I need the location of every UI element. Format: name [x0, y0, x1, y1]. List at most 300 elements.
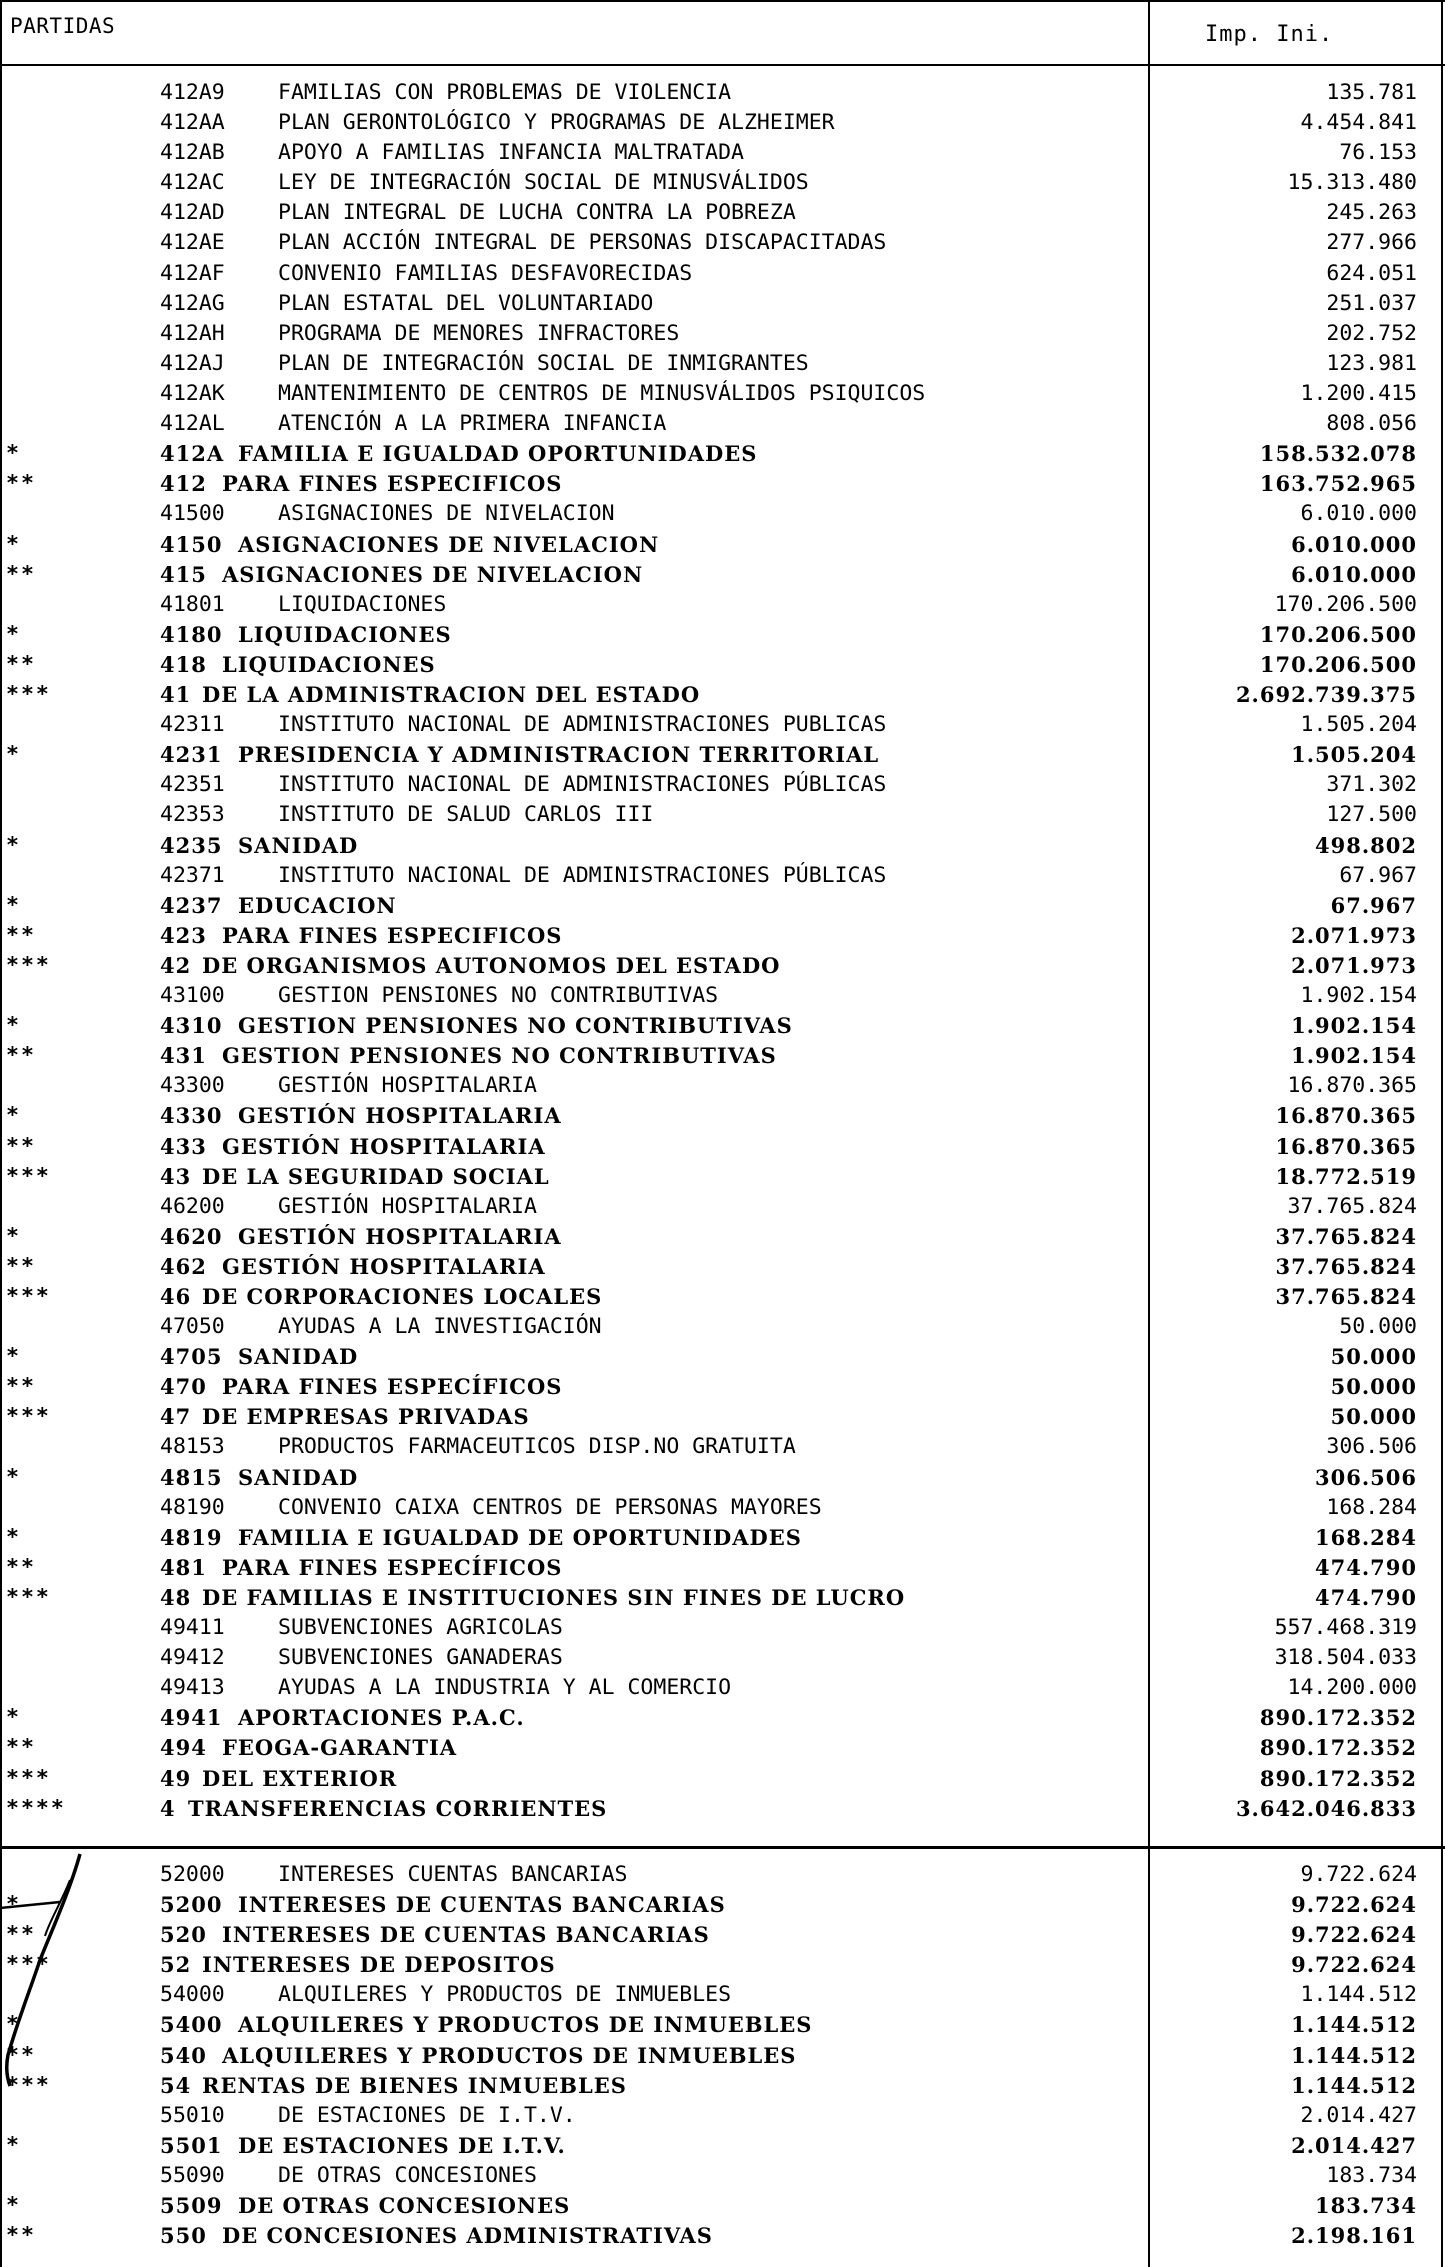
partida-code: 550: [160, 2223, 207, 2248]
partida-description: LIQUIDACIONES: [278, 592, 447, 617]
partida-code: 412: [160, 471, 207, 496]
table-row: [0, 1643, 1445, 1673]
partida-code: 5501: [160, 2133, 223, 2158]
amount: 1.902.154: [1300, 983, 1417, 1008]
partida-description: DE ORGANISMOS AUTONOMOS DEL ESTADO: [202, 953, 781, 978]
partida-code: 5400: [160, 2012, 223, 2037]
table-row: [0, 1372, 1445, 1402]
partida-description: DE ESTACIONES DE I.T.V.: [278, 2103, 576, 2128]
amount: 170.206.500: [1259, 652, 1417, 677]
partida-code: 423: [160, 923, 207, 948]
amount: 498.802: [1315, 833, 1417, 858]
level-marker: *: [6, 2193, 21, 2218]
partida-description: MANTENIMIENTO DE CENTROS DE MINUSVÁLIDOS PSIQUICOS: [278, 381, 926, 406]
amount: 135.781: [1326, 80, 1417, 105]
partida-description: EDUCACION: [238, 893, 397, 918]
table-row: [0, 1222, 1445, 1252]
table-row: [0, 349, 1445, 379]
table-row: [0, 1162, 1445, 1192]
table-row: [0, 1980, 1445, 2010]
partida-description: PLAN ESTATAL DEL VOLUNTARIADO: [278, 291, 654, 316]
table-row: [0, 469, 1445, 499]
partida-description: LEY DE INTEGRACIÓN SOCIAL DE MINUSVÁLIDOS: [278, 170, 809, 195]
table-row: [0, 1041, 1445, 1071]
table-row: [0, 2010, 1445, 2040]
amount: 202.752: [1326, 321, 1417, 346]
partida-description: PARA FINES ESPECÍFICOS: [222, 1555, 563, 1580]
partida-code: 42371: [160, 863, 225, 888]
amount: 50.000: [1330, 1344, 1417, 1369]
table-row: [0, 1071, 1445, 1101]
table-row: [0, 1402, 1445, 1432]
partida-code: 433: [160, 1134, 207, 1159]
amount: 2.014.427: [1300, 2103, 1417, 2128]
table-row: [0, 530, 1445, 560]
partida-description: DEL EXTERIOR: [202, 1766, 398, 1791]
level-marker: *: [6, 1705, 21, 1730]
partida-description: PRODUCTOS FARMACEUTICOS DISP.NO GRATUITA: [278, 1434, 796, 1459]
partida-description: DE OTRAS CONCESIONES: [278, 2163, 537, 2188]
partida-code: 4237: [160, 893, 223, 918]
partida-description: GESTION PENSIONES NO CONTRIBUTIVAS: [278, 983, 719, 1008]
amount: 808.056: [1326, 411, 1417, 436]
partida-code: 43100: [160, 983, 225, 1008]
level-marker: **: [6, 1374, 36, 1399]
amount: 15.313.480: [1287, 170, 1417, 195]
level-marker: **: [6, 1254, 36, 1279]
table-row: [0, 1794, 1445, 1824]
table-row: [0, 1252, 1445, 1282]
table-row: [0, 831, 1445, 861]
partida-code: 55010: [160, 2103, 225, 2128]
amount: 1.902.154: [1291, 1013, 1417, 1038]
partida-code: 4235: [160, 833, 223, 858]
partida-description: INTERESES DE DEPOSITOS: [202, 1952, 556, 1977]
level-marker: ***: [6, 1585, 51, 1610]
table-row: [0, 2131, 1445, 2161]
amount: 9.722.624: [1291, 1892, 1417, 1917]
partida-description: SANIDAD: [238, 833, 359, 858]
partida-description: AYUDAS A LA INDUSTRIA Y AL COMERCIO: [278, 1675, 732, 1700]
amount: 371.302: [1326, 772, 1417, 797]
table-row: [0, 951, 1445, 981]
table-row: [0, 379, 1445, 409]
amount: 890.172.352: [1259, 1735, 1417, 1760]
partida-code: 49: [160, 1766, 192, 1791]
partida-code: 52000: [160, 1862, 225, 1887]
partida-description: GESTION PENSIONES NO CONTRIBUTIVAS: [222, 1043, 777, 1068]
table-row: [0, 2161, 1445, 2191]
partida-description: FAMILIAS CON PROBLEMAS DE VIOLENCIA: [278, 80, 732, 105]
partida-description: ASIGNACIONES DE NIVELACION: [222, 562, 644, 587]
amount: 1.505.204: [1300, 712, 1417, 737]
partida-description: ATENCIÓN A LA PRIMERA INFANCIA: [278, 411, 667, 436]
partida-code: 494: [160, 1735, 207, 1760]
table-row: [0, 1613, 1445, 1643]
partida-code: 42353: [160, 802, 225, 827]
level-marker: ***: [6, 2073, 51, 2098]
partida-description: DE OTRAS CONCESIONES: [238, 2193, 571, 2218]
partida-description: INTERESES DE CUENTAS BANCARIAS: [222, 1922, 710, 1947]
table-row: [0, 1011, 1445, 1041]
amount: 127.500: [1326, 802, 1417, 827]
partida-code: 4150: [160, 532, 223, 557]
amount: 277.966: [1326, 230, 1417, 255]
partida-description: CONVENIO FAMILIAS DESFAVORECIDAS: [278, 261, 693, 286]
amount: 1.144.512: [1291, 2012, 1417, 2037]
amount: 9.722.624: [1291, 1922, 1417, 1947]
partida-description: FAMILIA E IGUALDAD DE OPORTUNIDADES: [238, 1525, 802, 1550]
partida-code: 431: [160, 1043, 207, 1068]
partida-description: ALQUILERES Y PRODUCTOS DE INMUEBLES: [278, 1982, 732, 2007]
table-row: [0, 1312, 1445, 1342]
level-marker: *: [6, 1224, 21, 1249]
amount: 76.153: [1339, 140, 1417, 165]
table-row: [0, 680, 1445, 710]
table-row: [0, 138, 1445, 168]
level-marker: *: [6, 1465, 21, 1490]
table-row: [0, 78, 1445, 108]
table-row: [0, 1282, 1445, 1312]
level-marker: ***: [6, 1766, 51, 1791]
partida-description: DE CONCESIONES ADMINISTRATIVAS: [222, 2223, 713, 2248]
partida-description: ALQUILERES Y PRODUCTOS DE INMUEBLES: [238, 2012, 813, 2037]
partida-code: 540: [160, 2043, 207, 2068]
partida-code: 412AK: [160, 381, 225, 406]
partida-description: CONVENIO CAIXA CENTROS DE PERSONAS MAYORES: [278, 1495, 822, 1520]
partida-description: PARA FINES ESPECIFICOS: [222, 471, 563, 496]
amount: 890.172.352: [1259, 1766, 1417, 1791]
table-row: [0, 560, 1445, 590]
partida-code: 49413: [160, 1675, 225, 1700]
partida-code: 415: [160, 562, 207, 587]
amount: 318.504.033: [1274, 1645, 1417, 1670]
amount: 16.870.365: [1275, 1103, 1417, 1128]
partida-code: 43: [160, 1164, 192, 1189]
level-marker: ***: [6, 1284, 51, 1309]
table-row: [0, 1764, 1445, 1794]
table-row: [0, 650, 1445, 680]
partida-description: SUBVENCIONES GANADERAS: [278, 1645, 563, 1670]
level-marker: ***: [6, 682, 51, 707]
partida-code: 412AE: [160, 230, 225, 255]
table-row: [0, 2221, 1445, 2251]
amount: 37.765.824: [1287, 1194, 1417, 1219]
partida-code: 520: [160, 1922, 207, 1947]
partida-description: PLAN INTEGRAL DE LUCHA CONTRA LA POBREZA: [278, 200, 796, 225]
table-row: [0, 1733, 1445, 1763]
partida-description: LIQUIDACIONES: [238, 622, 452, 647]
table-row: [0, 1673, 1445, 1703]
partida-code: 412AD: [160, 200, 225, 225]
table-row: [0, 861, 1445, 891]
amount: 624.051: [1326, 261, 1417, 286]
table-row: [0, 981, 1445, 1011]
partida-code: 4330: [160, 1103, 223, 1128]
amount: 158.532.078: [1259, 441, 1417, 466]
table-row: [0, 1553, 1445, 1583]
table-row: [0, 319, 1445, 349]
amount: 2.071.973: [1291, 923, 1417, 948]
table-row: [0, 1583, 1445, 1613]
partida-code: 4310: [160, 1013, 223, 1038]
amount: 50.000: [1330, 1404, 1417, 1429]
amount: 183.734: [1326, 2163, 1417, 2188]
partida-description: LIQUIDACIONES: [222, 652, 436, 677]
table-row: [0, 2071, 1445, 2101]
table-row: [0, 1493, 1445, 1523]
partida-description: DE LA ADMINISTRACION DEL ESTADO: [202, 682, 701, 707]
table-row: [0, 1860, 1445, 1890]
partida-code: 412AH: [160, 321, 225, 346]
level-marker: **: [6, 652, 36, 677]
table-row: [0, 921, 1445, 951]
partida-description: PLAN GERONTOLÓGICO Y PROGRAMAS DE ALZHEIMER: [278, 110, 835, 135]
table-row: [0, 1463, 1445, 1493]
amount: 1.144.512: [1300, 1982, 1417, 2007]
partida-description: ASIGNACIONES DE NIVELACION: [238, 532, 660, 557]
table-row: [0, 1920, 1445, 1950]
partida-description: PLAN ACCIÓN INTEGRAL DE PERSONAS DISCAPACITADAS: [278, 230, 887, 255]
amount: 2.198.161: [1291, 2223, 1417, 2248]
partida-description: PRESIDENCIA Y ADMINISTRACION TERRITORIAL: [238, 742, 880, 767]
table-row: [0, 439, 1445, 469]
level-marker: *: [6, 1892, 21, 1917]
partida-code: 462: [160, 1254, 207, 1279]
table-row: [0, 740, 1445, 770]
amount: 123.981: [1326, 351, 1417, 376]
level-marker: **: [6, 1735, 36, 1760]
level-marker: **: [6, 1043, 36, 1068]
level-marker: **: [6, 2043, 36, 2068]
table-row: [0, 590, 1445, 620]
partida-code: 4941: [160, 1705, 223, 1730]
partida-code: 47: [160, 1404, 192, 1429]
table-row: [0, 1703, 1445, 1733]
amount: 170.206.500: [1274, 592, 1417, 617]
section-divider: [0, 1846, 1445, 1849]
partida-code: 412AA: [160, 110, 225, 135]
table-row: [0, 2191, 1445, 2221]
amount: 306.506: [1315, 1465, 1417, 1490]
amount: 2.071.973: [1291, 953, 1417, 978]
level-marker: **: [6, 471, 36, 496]
partida-description: ASIGNACIONES DE NIVELACION: [278, 501, 615, 526]
level-marker: **: [6, 562, 36, 587]
amount: 37.765.824: [1275, 1224, 1417, 1249]
amount: 170.206.500: [1259, 622, 1417, 647]
table-row: [0, 891, 1445, 921]
level-marker: *: [6, 893, 21, 918]
partida-code: 412AL: [160, 411, 225, 436]
level-marker: *: [6, 1013, 21, 1038]
level-marker: **: [6, 2223, 36, 2248]
amount: 6.010.000: [1291, 562, 1417, 587]
amount: 474.790: [1315, 1585, 1417, 1610]
amount: 6.010.000: [1300, 501, 1417, 526]
table-row: [0, 1342, 1445, 1372]
table-row: [0, 499, 1445, 529]
amount: 2.692.739.375: [1235, 682, 1417, 707]
header-partidas: PARTIDAS: [10, 14, 116, 38]
amount: 890.172.352: [1259, 1705, 1417, 1730]
partida-code: 412A9: [160, 80, 225, 105]
table-row: [0, 289, 1445, 319]
level-marker: *: [6, 1525, 21, 1550]
table-row: [0, 1192, 1445, 1222]
partida-code: 412AG: [160, 291, 225, 316]
amount: 168.284: [1315, 1525, 1417, 1550]
partida-code: 43300: [160, 1073, 225, 1098]
partida-description: DE CORPORACIONES LOCALES: [202, 1284, 603, 1309]
partida-description: FAMILIA E IGUALDAD OPORTUNIDADES: [238, 441, 758, 466]
partida-code: 48190: [160, 1495, 225, 1520]
level-marker: *: [6, 532, 21, 557]
partida-description: GESTIÓN HOSPITALARIA: [222, 1254, 546, 1279]
partida-description: SANIDAD: [238, 1344, 359, 1369]
partida-code: 4231: [160, 742, 223, 767]
partida-description: INTERESES CUENTAS BANCARIAS: [278, 1862, 628, 1887]
level-marker: *: [6, 2133, 21, 2158]
partida-description: PARA FINES ESPECIFICOS: [222, 923, 563, 948]
level-marker: **: [6, 1555, 36, 1580]
table-row: [0, 409, 1445, 439]
amount: 474.790: [1315, 1555, 1417, 1580]
amount: 50.000: [1330, 1374, 1417, 1399]
level-marker: ***: [6, 1952, 51, 1977]
table-row: [0, 1890, 1445, 1920]
partida-description: PARA FINES ESPECÍFICOS: [222, 1374, 563, 1399]
partida-description: SUBVENCIONES AGRICOLAS: [278, 1615, 563, 1640]
partida-description: GESTIÓN HOSPITALARIA: [278, 1073, 537, 1098]
partida-description: AYUDAS A LA INVESTIGACIÓN: [278, 1314, 602, 1339]
partida-code: 4815: [160, 1465, 223, 1490]
amount: 2.014.427: [1291, 2133, 1417, 2158]
level-marker: *: [6, 742, 21, 767]
amount: 9.722.624: [1300, 1862, 1417, 1887]
partida-code: 4180: [160, 622, 223, 647]
partida-description: FEOGA-GARANTIA: [222, 1735, 458, 1760]
partida-code: 41500: [160, 501, 225, 526]
partida-code: 41: [160, 682, 192, 707]
level-marker: *: [6, 1344, 21, 1369]
amount: 14.200.000: [1287, 1675, 1417, 1700]
partida-description: DE ESTACIONES DE I.T.V.: [238, 2133, 566, 2158]
partida-code: 5509: [160, 2193, 223, 2218]
partida-description: SANIDAD: [238, 1465, 359, 1490]
amount: 1.200.415: [1300, 381, 1417, 406]
partida-code: 46: [160, 1284, 192, 1309]
partida-code: 54000: [160, 1982, 225, 2007]
table-row: [0, 1101, 1445, 1131]
partida-code: 52: [160, 1952, 192, 1977]
amount: 9.722.624: [1291, 1952, 1417, 1977]
partida-description: INSTITUTO NACIONAL DE ADMINISTRACIONES PÚBLICAS: [278, 863, 887, 888]
level-marker: **: [6, 1134, 36, 1159]
partida-code: 4: [160, 1796, 176, 1821]
partida-description: DE EMPRESAS PRIVADAS: [202, 1404, 530, 1429]
amount: 6.010.000: [1291, 532, 1417, 557]
partida-description: GESTION PENSIONES NO CONTRIBUTIVAS: [238, 1013, 793, 1038]
partida-description: GESTIÓN HOSPITALARIA: [238, 1103, 562, 1128]
amount: 306.506: [1326, 1434, 1417, 1459]
amount: 1.505.204: [1291, 742, 1417, 767]
amount: 557.468.319: [1274, 1615, 1417, 1640]
partida-code: 412AC: [160, 170, 225, 195]
partida-description: INSTITUTO NACIONAL DE ADMINISTRACIONES PÚBLICAS: [278, 772, 887, 797]
partida-description: INSTITUTO NACIONAL DE ADMINISTRACIONES PUBLICAS: [278, 712, 887, 737]
partida-code: 49411: [160, 1615, 225, 1640]
partida-code: 48: [160, 1585, 192, 1610]
partida-code: 412AJ: [160, 351, 225, 376]
partida-code: 481: [160, 1555, 207, 1580]
amount: 1.902.154: [1291, 1043, 1417, 1068]
table-row: [0, 710, 1445, 740]
partida-description: INTERESES DE CUENTAS BANCARIAS: [238, 1892, 726, 1917]
amount: 37.765.824: [1275, 1254, 1417, 1279]
partida-code: 470: [160, 1374, 207, 1399]
level-marker: *: [6, 2012, 21, 2037]
partida-code: 412A: [160, 441, 225, 466]
partida-description: PLAN DE INTEGRACIÓN SOCIAL DE INMIGRANTES: [278, 351, 809, 376]
partida-code: 48153: [160, 1434, 225, 1459]
partida-description: APORTACIONES P.A.C.: [238, 1705, 525, 1730]
partida-code: 41801: [160, 592, 225, 617]
partida-code: 42311: [160, 712, 225, 737]
amount: 251.037: [1326, 291, 1417, 316]
partida-code: 47050: [160, 1314, 225, 1339]
partida-description: GESTIÓN HOSPITALARIA: [238, 1224, 562, 1249]
partida-description: INSTITUTO DE SALUD CARLOS III: [278, 802, 654, 827]
table-row: [0, 259, 1445, 289]
table-row: [0, 108, 1445, 138]
partida-description: ALQUILERES Y PRODUCTOS DE INMUEBLES: [222, 2043, 797, 2068]
amount: 37.765.824: [1275, 1284, 1417, 1309]
partida-code: 412AB: [160, 140, 225, 165]
amount: 1.144.512: [1291, 2073, 1417, 2098]
table-row: [0, 770, 1445, 800]
partida-description: GESTIÓN HOSPITALARIA: [222, 1134, 546, 1159]
amount: 18.772.519: [1275, 1164, 1417, 1189]
partida-code: 4705: [160, 1344, 223, 1369]
partida-code: 55090: [160, 2163, 225, 2188]
amount: 168.284: [1326, 1495, 1417, 1520]
amount: 163.752.965: [1259, 471, 1417, 496]
partida-code: 5200: [160, 1892, 223, 1917]
partida-code: 54: [160, 2073, 192, 2098]
partida-description: DE FAMILIAS E INSTITUCIONES SIN FINES DE LUCRO: [202, 1585, 906, 1610]
amount: 16.870.365: [1287, 1073, 1417, 1098]
level-marker: **: [6, 1922, 36, 1947]
table-row: [0, 1132, 1445, 1162]
partida-description: PROGRAMA DE MENORES INFRACTORES: [278, 321, 680, 346]
header-imp-ini: Imp. Ini.: [1205, 22, 1334, 47]
partida-description: APOYO A FAMILIAS INFANCIA MALTRATADA: [278, 140, 744, 165]
level-marker: *: [6, 622, 21, 647]
table-row: [0, 168, 1445, 198]
table-row: [0, 2041, 1445, 2071]
partida-code: 49412: [160, 1645, 225, 1670]
table-row: [0, 620, 1445, 650]
level-marker: ***: [6, 953, 51, 978]
table-row: [0, 1523, 1445, 1553]
level-marker: **: [6, 923, 36, 948]
level-marker: ****: [6, 1796, 66, 1821]
amount: 3.642.046.833: [1235, 1796, 1417, 1821]
amount: 1.144.512: [1291, 2043, 1417, 2068]
table-row: [0, 2101, 1445, 2131]
amount: 67.967: [1330, 893, 1417, 918]
